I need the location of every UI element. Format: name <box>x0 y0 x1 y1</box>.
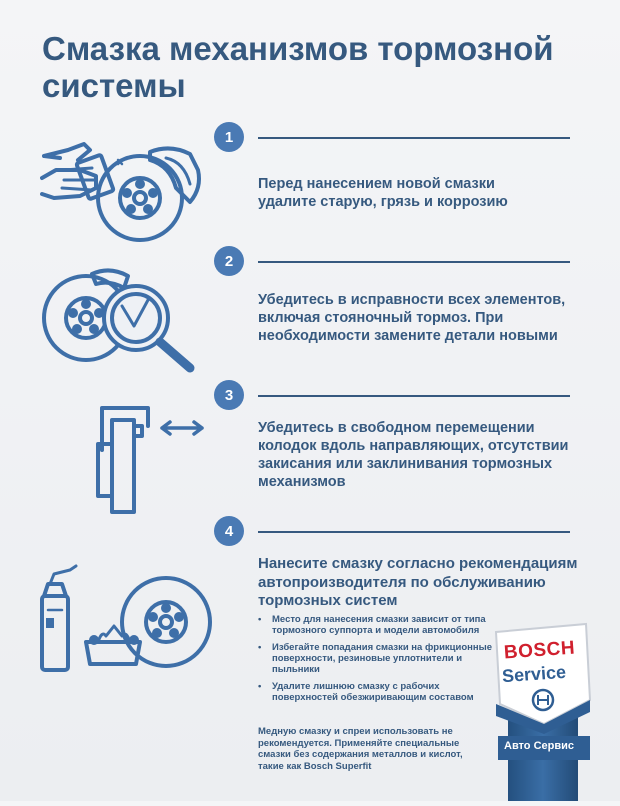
tips-list <box>256 614 496 709</box>
tip-item-1: • Место для нанесения смазки зависит от типа тормозного суппорта и модели автомобиля <box>256 614 496 636</box>
bosch-service-text: Service <box>501 661 567 687</box>
step-1-text: Перед нанесением новой смазки удалите старую, грязь и коррозию <box>258 176 508 210</box>
warning-note: Медную смазку и спреи использовать не рекомендуется. Применяйте специальные смазки без содержания металлов и кислот, такие как Bosch Superfit <box>258 726 463 772</box>
step-2-divider <box>258 261 570 263</box>
tip-item-2: • Избегайте попадания смазки на фрикционные поверхности, резиновые уплотнители и пыльники <box>256 642 496 675</box>
step-2-text: Убедитесь в исправности всех элементов, включая стояночный тормоз. При необходимости замените детали новыми <box>258 292 566 344</box>
step-1-divider <box>258 137 570 139</box>
brake-pad-slide-icon <box>90 400 210 520</box>
bosch-service-logo <box>494 620 594 801</box>
magnifier-brake-disc-icon <box>38 266 208 376</box>
tip-item-3: • Удалите лишнюю смазку с рабочих поверхностей обезжиривающим составом <box>256 681 496 703</box>
step-2-badge: 2 <box>214 246 244 276</box>
grease-spray-brake-icon <box>36 560 216 676</box>
step-3-badge: 3 <box>214 380 244 410</box>
step-4-divider <box>258 531 570 533</box>
bosch-subtitle-text: Авто Сервис <box>504 740 575 752</box>
bosch-brand-text: BOSCH <box>503 637 576 664</box>
hand-cleaning-brake-disc-icon <box>40 140 210 250</box>
step-4-text: Нанесите смазку согласно рекомендациям автопроизводителя по обслуживанию тормозных систем <box>258 555 578 609</box>
step-4-badge: 4 <box>214 516 244 546</box>
page-title: Смазка механизмов тормозной системы <box>42 30 554 104</box>
step-3-divider <box>258 395 570 397</box>
step-3-text: Убедитесь в свободном перемещении колодок вдоль направляющих, отсутствии закисания или заклинивания тормозных механизмов <box>258 420 569 490</box>
step-1-badge: 1 <box>214 122 244 152</box>
